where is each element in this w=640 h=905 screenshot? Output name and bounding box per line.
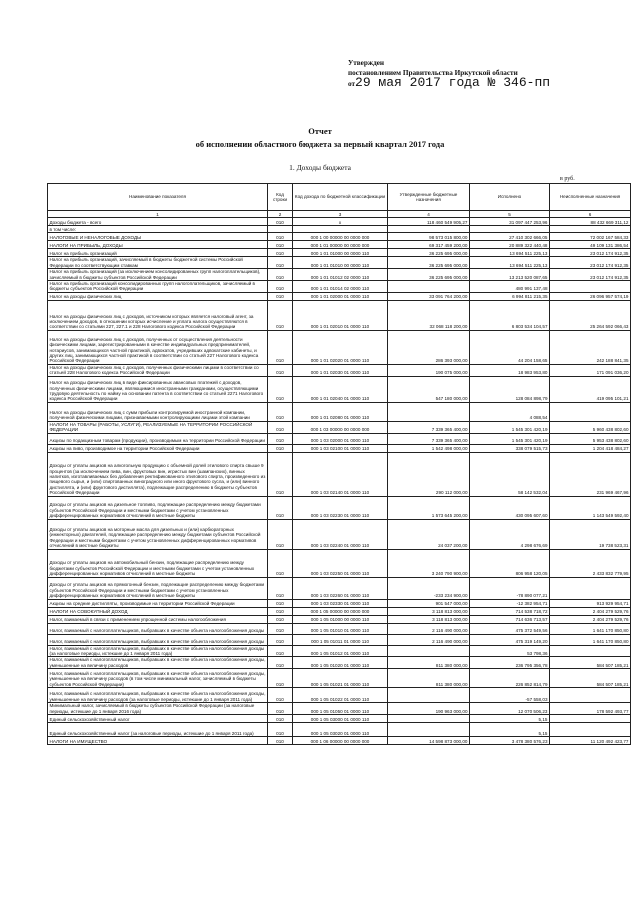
row-approved: 3 240 790 900,00 xyxy=(388,549,470,577)
row-kbk: 000 1 06 00000 00 0000 000 xyxy=(293,737,388,745)
row-approved: 3 118 813 000,00 xyxy=(388,607,470,615)
row-rest: 2 404 279 529,76 xyxy=(550,607,631,615)
row-code: 010 xyxy=(268,421,293,433)
row-approved xyxy=(388,645,470,657)
row-code: 010 xyxy=(268,330,293,364)
row-done: 20 889 322 440,48 xyxy=(470,241,550,249)
row-code: 010 xyxy=(268,703,293,715)
units-label: в руб. xyxy=(560,176,575,182)
table-body xyxy=(48,218,631,745)
table-row xyxy=(48,737,631,745)
row-code: 010 xyxy=(268,577,293,599)
table-row xyxy=(48,364,631,376)
approval-prefix: от xyxy=(348,80,356,88)
row-kbk: x xyxy=(293,218,388,226)
table-row xyxy=(48,241,631,249)
row-code: 010 xyxy=(268,233,293,241)
row-approved: 811 380 000,00 xyxy=(388,657,470,669)
row-code: 010 xyxy=(268,519,293,549)
row-approved: 69 317 459 200,00 xyxy=(388,241,470,249)
row-approved xyxy=(388,226,470,233)
row-kbk: 000 1 01 02010 01 0000 110 xyxy=(293,300,388,330)
header-done: Исполнено xyxy=(470,184,550,211)
table-row xyxy=(48,645,631,657)
row-done: 475 319 149,20 xyxy=(470,634,550,645)
row-code: 010 xyxy=(268,444,293,452)
row-name: Налог на доходы физических лиц с доходов, источником которых является налоговый агент, за исключением доходов, в отношении которых исчисление и уплата налога осуществляются в соответствии со статьями 227, 227.1 и 228 Налогового кодекса Российской Федерации xyxy=(48,300,268,330)
row-kbk: 000 1 03 02230 01 0000 110 xyxy=(293,496,388,519)
row-name: Налог на доходы физических лиц xyxy=(48,292,268,300)
row-name: Доходы от уплаты акцизов на моторные масла для дизельных и (или) карбюраторных (инжекторных) двигателей, подлежащие распределению между бюджетами субъектов Российской Федерации и местными бюджетами с учетом установленных дифференцированных нормативов отчислений в местные бюджеты xyxy=(48,519,268,549)
row-approved: 36 225 695 000,00 xyxy=(388,257,470,269)
row-kbk: 000 1 03 02330 01 0000 110 xyxy=(293,599,388,607)
row-code: 010 xyxy=(268,452,293,496)
row-rest: 171 091 036,20 xyxy=(550,364,631,376)
row-name: Акцизы на пиво, производимое на территории Российской Федерации xyxy=(48,444,268,452)
table-row xyxy=(48,496,631,519)
table-row xyxy=(48,330,631,364)
row-rest: 231 969 467,96 xyxy=(550,452,631,496)
row-approved: 901 547 000,00 xyxy=(388,599,470,607)
row-approved: 24 037 200,00 xyxy=(388,519,470,549)
row-code: 010 xyxy=(268,599,293,607)
table-row xyxy=(48,607,631,615)
col-index: 1 xyxy=(48,211,268,218)
row-rest: 23 012 174 912,35 xyxy=(550,249,631,257)
row-done: 4 298 676,69 xyxy=(470,519,550,549)
row-approved: 3 118 813 000,00 xyxy=(388,615,470,623)
row-done: 58 142 532,04 xyxy=(470,452,550,496)
row-name: Налог, взимаемый с налогоплательщиков, выбравших в качестве объекта налогообложения доходы, уменьшенные на величину расходов (за налоговые периоды, истекшие до 1 января 2011 года) xyxy=(48,688,268,703)
header-name: Наименование показателя xyxy=(48,184,268,211)
row-name: Налог, взимаемый в связи с применением упрощенной системы налогообложения xyxy=(48,615,268,623)
row-code: 010 xyxy=(268,634,293,645)
row-kbk xyxy=(293,226,388,233)
table-row xyxy=(48,657,631,669)
row-kbk: 000 1 05 01011 01 0000 110 xyxy=(293,634,388,645)
row-rest: 72 002 167 584,33 xyxy=(550,233,631,241)
row-rest xyxy=(550,226,631,233)
row-code: 010 xyxy=(268,723,293,737)
row-code: 010 xyxy=(268,645,293,657)
row-approved: 98 573 015 800,00 xyxy=(388,233,470,241)
report-title: Отчет xyxy=(308,126,332,136)
row-done: 236 795 356,78 xyxy=(470,657,550,669)
row-approved: 190 075 000,00 xyxy=(388,364,470,376)
row-done: 475 372 549,56 xyxy=(470,623,550,634)
row-name: в том числе: xyxy=(48,226,268,233)
row-code: 010 xyxy=(268,688,293,703)
row-done: 12 070 506,23 xyxy=(470,703,550,715)
approval-line-1: Утвержден xyxy=(348,59,385,67)
table-row xyxy=(48,623,631,634)
row-code: 010 xyxy=(268,623,293,634)
row-approved: 36 225 695 000,00 xyxy=(388,269,470,281)
row-code: 010 xyxy=(268,257,293,269)
row-approved: 190 963 000,00 xyxy=(388,703,470,715)
col-index: 6 xyxy=(550,211,631,218)
row-name: Минимальный налог, зачисляемый в бюджеты субъектов Российской Федерации (за налоговые периоды, истекшие до 1 января 2016 года) xyxy=(48,703,268,715)
table-row xyxy=(48,218,631,226)
row-kbk: 000 1 05 03000 01 0000 110 xyxy=(293,715,388,723)
row-kbk: 000 1 03 00000 00 0000 000 xyxy=(293,421,388,433)
header-approved: Утвержденные бюджетные назначения xyxy=(388,184,470,211)
row-kbk: 000 1 05 01020 01 0000 110 xyxy=(293,657,388,669)
row-approved: 2 116 490 000,00 xyxy=(388,634,470,645)
row-kbk: 000 1 03 02260 01 0000 110 xyxy=(293,577,388,599)
row-done: -57 558,03 xyxy=(470,688,550,703)
row-approved: -233 234 900,00 xyxy=(388,577,470,599)
row-name: Налог на доходы физических лиц с сумм прибыли контролируемой иностранной компании, полученной физическими лицами, признаваемыми контролирующими лицами этой компании xyxy=(48,402,268,421)
row-name: Налог, взимаемый с налогоплательщиков, выбравших в качестве объекта налогообложения доходы, уменьшенные на величину расходов (в том числе минимальный налог, зачисляемый в бюджеты субъектов Российской Федерации) xyxy=(48,669,268,688)
row-approved: 1 542 498 000,00 xyxy=(388,444,470,452)
table-row xyxy=(48,421,631,433)
row-approved: 1 573 645 200,00 xyxy=(388,496,470,519)
row-rest: 11 120 492 423,77 xyxy=(550,737,631,745)
row-code: 010 xyxy=(268,607,293,615)
table-row xyxy=(48,703,631,715)
row-approved: 2 116 490 000,00 xyxy=(388,623,470,634)
table-row xyxy=(48,599,631,607)
col-index: 2 xyxy=(268,211,293,218)
row-done: 714 636 713,57 xyxy=(470,615,550,623)
col-index: 3 xyxy=(293,211,388,218)
table-row xyxy=(48,577,631,599)
row-name: НАЛОГОВЫЕ И НЕНАЛОГОВЫЕ ДОХОДЫ xyxy=(48,233,268,241)
row-code: 010 xyxy=(268,715,293,723)
row-name: Доходы от уплаты акцизов на дизельное топливо, подлежащие распределению между бюджетами субъектов Российской Федерации и местными бюджетами с учетом установленных дифференцированных нормативов отчислений в местные бюджеты xyxy=(48,496,268,519)
row-kbk: 000 1 05 00000 00 0000 000 xyxy=(293,607,388,615)
row-kbk: 000 1 01 02030 01 0000 110 xyxy=(293,364,388,376)
section-title: 1. Доходы бюджета xyxy=(289,163,351,172)
row-kbk: 000 1 01 02000 01 0000 110 xyxy=(293,292,388,300)
row-approved: 118 460 549 905,27 xyxy=(388,218,470,226)
row-approved xyxy=(388,723,470,737)
row-code: 010 xyxy=(268,402,293,421)
approval-date: 29 мая 2017 года № 346-пп xyxy=(355,75,551,90)
row-code: 010 xyxy=(268,249,293,257)
row-approved xyxy=(388,715,470,723)
row-approved: 36 225 695 000,00 xyxy=(388,249,470,257)
row-approved: 547 180 000,00 xyxy=(388,376,470,402)
row-code: 010 xyxy=(268,281,293,293)
row-rest: 584 507 185,21 xyxy=(550,657,631,669)
row-done: 714 538 718,72 xyxy=(470,607,550,615)
row-rest: 1 641 170 850,80 xyxy=(550,634,631,645)
row-rest xyxy=(550,688,631,703)
row-done: 806 958 120,05 xyxy=(470,549,550,577)
table-row xyxy=(48,376,631,402)
row-rest xyxy=(550,715,631,723)
table-row xyxy=(48,300,631,330)
row-done: 18 983 953,80 xyxy=(470,364,550,376)
row-rest: 23 012 174 912,35 xyxy=(550,269,631,281)
table-row xyxy=(48,292,631,300)
row-code: 010 xyxy=(268,218,293,226)
row-done: -78 890 077,21 xyxy=(470,577,550,599)
row-name: Единый сельскохозяйственный налог (за налоговые периоды, истекшие до 1 января 2011 года) xyxy=(48,723,268,737)
col-index: 5 xyxy=(470,211,550,218)
row-done: 6 994 811 215,35 xyxy=(470,292,550,300)
row-done: 31 097 447 253,96 xyxy=(470,218,550,226)
row-kbk: 000 1 03 02000 01 0000 110 xyxy=(293,433,388,444)
row-done: 480 991 137,48 xyxy=(470,281,550,293)
table-row xyxy=(48,269,631,281)
row-done: 128 084 898,79 xyxy=(470,376,550,402)
row-code: 010 xyxy=(268,364,293,376)
table-row xyxy=(48,549,631,577)
row-rest: 584 507 185,21 xyxy=(550,669,631,688)
row-approved: 7 339 365 400,00 xyxy=(388,433,470,444)
row-rest xyxy=(550,577,631,599)
row-code: 010 xyxy=(268,496,293,519)
row-code: 010 xyxy=(268,376,293,402)
row-approved: 7 339 365 400,00 xyxy=(388,421,470,433)
row-code xyxy=(268,226,293,233)
approval-date-line xyxy=(348,75,638,90)
row-name: Доходы бюджета - всего xyxy=(48,218,268,226)
row-done: 3 478 380 576,23 xyxy=(470,737,550,745)
table-row xyxy=(48,433,631,444)
row-done: 5,15 xyxy=(470,723,550,737)
row-rest: 242 188 841,35 xyxy=(550,330,631,364)
table-row xyxy=(48,444,631,452)
row-code: 010 xyxy=(268,737,293,745)
table-row xyxy=(48,615,631,623)
row-name: Доходы от уплаты акцизов на алкогольную продукцию с объемной долей этилового спирта свыше 9 процентов (за исключением пива, вин, фруктовых вин, игристых вин (шампанских), винных напитков, изготавливаемых без добавления ректификованного этилового спирта, произведенного из пищевого сырья, и (или) спиртованных виноградного или иного фруктового сусла, и (или) винного дистиллята, и (или) фруктового дистиллята), подлежащие распределению в бюджеты субъектов Российской Федерации xyxy=(48,452,268,496)
row-done: 5,15 xyxy=(470,715,550,723)
row-approved: 290 112 000,00 xyxy=(388,452,470,496)
row-kbk: 000 1 03 02140 01 0000 110 xyxy=(293,452,388,496)
row-rest xyxy=(550,281,631,293)
row-rest: 1 204 418 484,27 xyxy=(550,444,631,452)
row-name: Единый сельскохозяйственный налог xyxy=(48,715,268,723)
row-done: 6 803 534 104,57 xyxy=(470,300,550,330)
row-kbk: 000 1 05 01022 01 0000 110 xyxy=(293,688,388,703)
row-done xyxy=(470,226,550,233)
row-code: 010 xyxy=(268,433,293,444)
row-code: 010 xyxy=(268,292,293,300)
row-name: Налог на доходы физических лиц в виде фиксированных авансовых платежей с доходов, полученных физическими лицами, являющимися иностранными гражданами, осуществляющими трудовую деятельность по найму на основании патента в соответствии со статьей 2271 Налогового кодекса Российской Федерации xyxy=(48,376,268,402)
row-code: 010 xyxy=(268,269,293,281)
table-row xyxy=(48,723,631,737)
row-rest xyxy=(550,645,631,657)
row-rest: 2 433 832 779,95 xyxy=(550,549,631,577)
table-row xyxy=(48,257,631,269)
row-name: НАЛОГИ НА ТОВАРЫ (РАБОТЫ, УСЛУГИ), РЕАЛИЗУЕМЫЕ НА ТЕРРИТОРИИ РОССИЙСКОЙ ФЕДЕРАЦИИ xyxy=(48,421,268,433)
table-row xyxy=(48,519,631,549)
row-name: НАЛОГИ НА ПРИБЫЛЬ, ДОХОДЫ xyxy=(48,241,268,249)
row-done: -12 382 954,71 xyxy=(470,599,550,607)
row-kbk: 000 1 05 01000 00 0000 110 xyxy=(293,615,388,623)
row-rest: 1 143 549 592,40 xyxy=(550,496,631,519)
table-row xyxy=(48,688,631,703)
row-rest: 2 404 279 529,76 xyxy=(550,615,631,623)
table-row xyxy=(48,715,631,723)
row-name: НАЛОГИ НА ИМУЩЕСТВО xyxy=(48,737,268,745)
row-kbk: 000 1 01 01014 02 0000 110 xyxy=(293,281,388,293)
row-rest: 88 432 669 311,12 xyxy=(550,218,631,226)
row-kbk: 000 1 01 02020 01 0000 110 xyxy=(293,330,388,364)
row-kbk: 000 1 01 02080 01 0000 110 xyxy=(293,402,388,421)
row-name: Налог, взимаемый с налогоплательщиков, выбравших в качестве объекта налогообложения доходы xyxy=(48,623,268,634)
row-code: 010 xyxy=(268,300,293,330)
row-done: 1 545 301 420,19 xyxy=(470,421,550,433)
row-code: 010 xyxy=(268,549,293,577)
approval-stamp xyxy=(348,58,638,89)
row-done: 13 694 511 225,13 xyxy=(470,249,550,257)
row-rest: 26 096 957 574,19 xyxy=(550,292,631,300)
row-name: Акцизы по подакцизным товарам (продукции), производимым на территории Российской Федерации xyxy=(48,433,268,444)
row-kbk: 000 1 01 01010 00 0000 110 xyxy=(293,257,388,269)
header-rest: Неисполненные назначения xyxy=(550,184,631,211)
row-rest: 1 641 170 850,80 xyxy=(550,623,631,634)
row-rest: 419 095 101,21 xyxy=(550,376,631,402)
report-subtitle: об исполнении областного бюджета за первый квартал 2017 года xyxy=(195,139,445,149)
row-rest: 23 012 174 912,35 xyxy=(550,257,631,269)
row-rest: 5 960 438 802,60 xyxy=(550,421,631,433)
row-name: Доходы от уплаты акцизов на прямогонный бензин, подлежащие распределению между бюджетами субъектов Российской Федерации и местными бюджетами с учетом установленных дифференцированных нормативов отчислений в местные бюджеты xyxy=(48,577,268,599)
row-name: НАЛОГИ НА СОВОКУПНЫЙ ДОХОД xyxy=(48,607,268,615)
row-rest: 25 264 592 066,43 xyxy=(550,300,631,330)
row-rest xyxy=(550,723,631,737)
row-name: Налог на доходы физических лиц с доходов, полученных физическими лицами в соответствии со статьей 228 Налогового кодекса Российской Федерации xyxy=(48,364,268,376)
row-kbk: 000 1 01 01012 02 0000 110 xyxy=(293,269,388,281)
table-row xyxy=(48,249,631,257)
row-approved: 32 068 118 200,00 xyxy=(388,300,470,330)
table-row xyxy=(48,402,631,421)
table-row xyxy=(48,634,631,645)
row-done: 430 095 607,60 xyxy=(470,496,550,519)
table-row xyxy=(48,281,631,293)
row-rest: 178 592 493,77 xyxy=(550,703,631,715)
row-name: Налог, взимаемый с налогоплательщиков, выбравших в качестве объекта налогообложения доходы (за налоговые периоды, истекшие до 1 января 2011 года) xyxy=(48,645,268,657)
row-kbk: 000 1 03 02250 01 0000 110 xyxy=(293,549,388,577)
table-row xyxy=(48,233,631,241)
row-code: 010 xyxy=(268,615,293,623)
row-name: Налог на прибыль организаций консолидированных групп налогоплательщиков, зачисляемый в бюджеты субъектов Российской Федерации xyxy=(48,281,268,293)
table-row xyxy=(48,669,631,688)
row-name: Налог на прибыль организаций xyxy=(48,249,268,257)
row-code: 010 xyxy=(268,669,293,688)
header-kbk: Код дохода по бюджетной классификации xyxy=(293,184,388,211)
row-name: Налог на прибыль организаций (за исключением консолидированных групп налогоплательщиков), зачисляемый в бюджеты субъектов Российской Федерации xyxy=(48,269,268,281)
row-name: Акцизы на средние дистилляты, производимые на территории Российской Федерации xyxy=(48,599,268,607)
income-table xyxy=(47,183,631,745)
row-done: 53 798,36 xyxy=(470,645,550,657)
row-kbk: 000 1 05 01012 01 0000 110 xyxy=(293,645,388,657)
row-done: 226 852 814,79 xyxy=(470,669,550,688)
row-rest: 5 953 438 802,60 xyxy=(550,433,631,444)
row-name: Налог на прибыль организаций, зачисляемый в бюджеты бюджетной системы Российской Федерации по соответствующим ставкам xyxy=(48,257,268,269)
row-kbk: 000 1 03 02240 01 0000 110 xyxy=(293,519,388,549)
row-kbk: 000 1 01 02040 01 0000 110 xyxy=(293,376,388,402)
row-approved xyxy=(388,402,470,421)
row-code: 010 xyxy=(268,241,293,249)
row-done: 1 545 301 420,19 xyxy=(470,433,550,444)
row-rest: 913 929 954,71 xyxy=(550,599,631,607)
row-kbk: 000 1 03 02100 01 0000 110 xyxy=(293,444,388,452)
row-done: 338 079 515,73 xyxy=(470,444,550,452)
row-kbk: 000 1 05 01050 01 0000 110 xyxy=(293,703,388,715)
row-done: 13 213 520 087,65 xyxy=(470,269,550,281)
row-kbk: 000 1 05 01021 01 0000 110 xyxy=(293,669,388,688)
column-index-row xyxy=(48,211,631,218)
row-code: 010 xyxy=(268,657,293,669)
row-kbk: 000 1 05 01010 01 0000 110 xyxy=(293,623,388,634)
row-kbk: 000 1 00 00000 00 0000 000 xyxy=(293,233,388,241)
col-index: 4 xyxy=(388,211,470,218)
row-name: Налог, взимаемый с налогоплательщиков, выбравших в качестве объекта налогообложения доходы xyxy=(48,634,268,645)
header-code: Код строки xyxy=(268,184,293,211)
row-done: 27 410 302 666,05 xyxy=(470,233,550,241)
row-name: Доходы от уплаты акцизов на автомобильный бензин, подлежащие распределению между бюджетами субъектов Российской Федерации и местными бюджетами с учетом установленных дифференцированных нормативов отчислений в местные бюджеты xyxy=(48,549,268,577)
row-rest: 49 109 131 386,54 xyxy=(550,241,631,249)
row-done: 4 088,54 xyxy=(470,402,550,421)
row-name: Налог на доходы физических лиц с доходов, полученных от осуществления деятельности физическими лицами, зарегистрированными в качестве индивидуальных предпринимателей, нотариусов, занимающихся частной практикой, адвокатов, учредивших адвокатские кабинеты, и других лиц, занимающихся частной практикой в соответствии со статьей 227 Налогового кодекса Российской Федерации xyxy=(48,330,268,364)
row-rest: 19 738 523,31 xyxy=(550,519,631,549)
table-header-row xyxy=(48,184,631,211)
row-kbk: 000 1 05 03020 01 0000 110 xyxy=(293,723,388,737)
row-kbk: 000 1 01 01000 00 0000 110 xyxy=(293,249,388,257)
row-approved: 811 380 000,00 xyxy=(388,669,470,688)
row-approved: 33 091 764 200,00 xyxy=(388,292,470,300)
row-rest xyxy=(550,402,631,421)
row-name: Налог, взимаемый с налогоплательщиков, выбравших в качестве объекта налогообложения доходы, уменьшенные на величину расходов xyxy=(49,657,266,668)
row-done: 44 204 158,65 xyxy=(470,330,550,364)
row-approved xyxy=(388,281,470,293)
table-row xyxy=(48,226,631,233)
approval-line-2: постановлением Правительства Иркутской области xyxy=(348,69,518,77)
row-approved: 14 598 873 000,00 xyxy=(388,737,470,745)
row-approved: 286 393 000,00 xyxy=(388,330,470,364)
row-approved xyxy=(388,688,470,703)
table-row xyxy=(48,452,631,496)
row-kbk: 000 1 01 00000 00 0000 000 xyxy=(293,241,388,249)
row-done: 13 694 511 225,13 xyxy=(470,257,550,269)
